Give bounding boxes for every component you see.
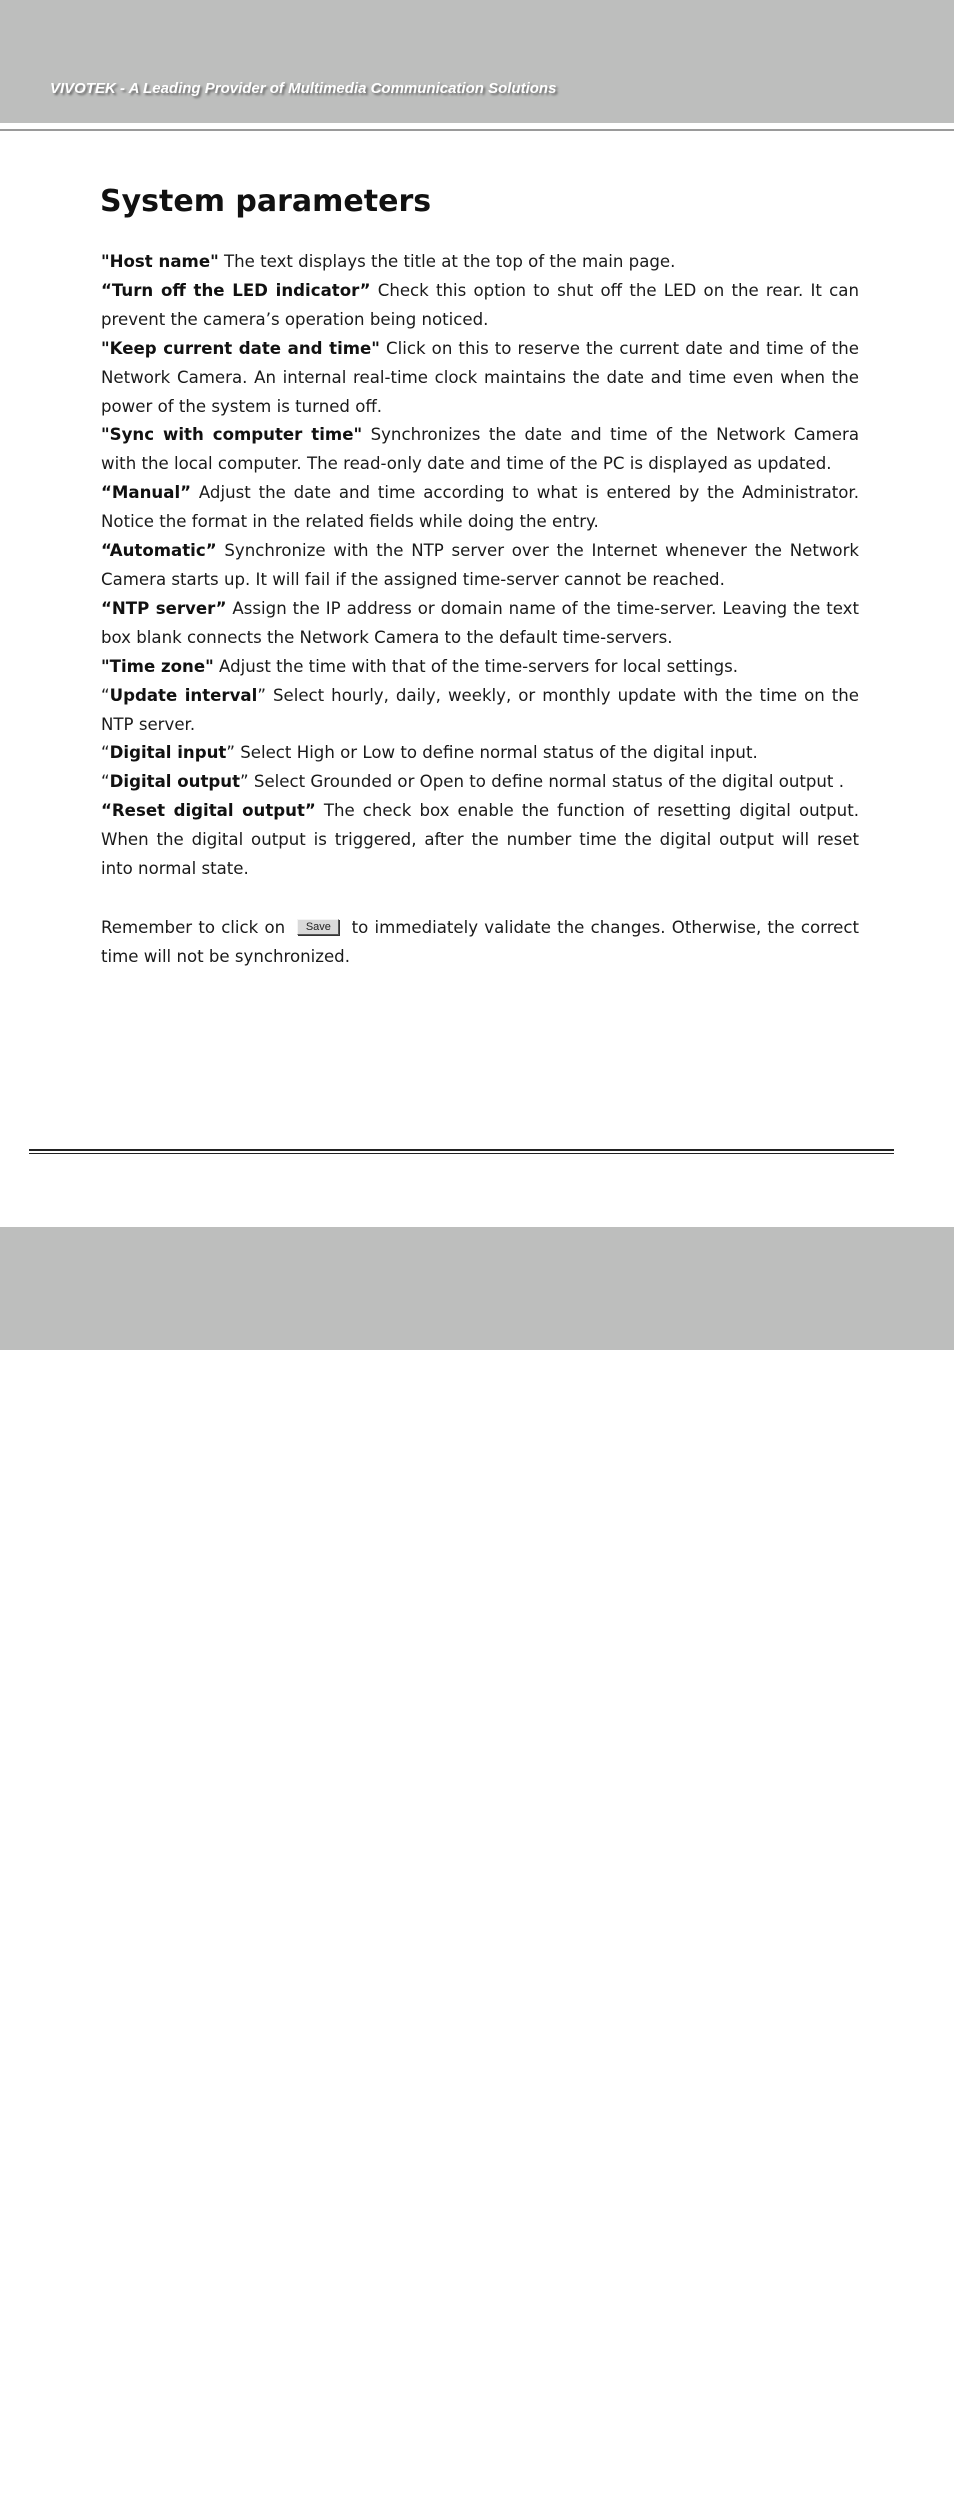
close-quote: ” (240, 772, 249, 792)
footer-divider-thin (29, 1153, 894, 1154)
param-desc: Select hourly, daily, weekly, or monthly update with the time on the NTP server. (101, 685, 859, 734)
param-term: “Manual” (101, 483, 192, 503)
param-desc: Adjust the date and time according to what is entered by the Administrator. Notice the format in the related fields while doing the entry. (101, 483, 859, 532)
close-quote: ” (226, 743, 235, 763)
reminder-before: Remember to click on (101, 917, 286, 937)
param-desc: Assign the IP address or domain name of the time-server. Leaving the text box blank connects the Network Camera to the default time-servers. (101, 598, 859, 647)
header-band (0, 0, 954, 123)
save-reminder (101, 914, 859, 972)
param-desc: Synchronize with the NTP server over the Internet whenever the Network Camera starts up. It will fail if the assigned time-server cannot be reached. (101, 541, 859, 589)
param-term: “NTP server” (101, 598, 227, 618)
page-title: System parameters (100, 184, 432, 219)
reminder-after: to immediately validate the changes. Otherwise, the correct time will not be synchronized. (101, 917, 859, 966)
param-term: "Keep current date and time" (101, 338, 380, 358)
param-term: “Reset digital output” (101, 801, 316, 821)
close-quote: ” (257, 685, 266, 705)
open-quote: “ (101, 772, 110, 792)
param-term: Update interval (109, 685, 258, 705)
param-time-zone (101, 653, 859, 682)
param-desc: The text displays the title at the top of the main page. (224, 252, 676, 271)
param-desc: Synchronizes the date and time of the Network Camera with the local computer. The read-only date and time of the PC is displayed as updated. (101, 425, 860, 474)
open-quote: “ (101, 743, 110, 763)
save-button: Save (297, 919, 339, 935)
param-term: "Host name" (101, 252, 219, 271)
param-term: "Sync with computer time" (101, 425, 363, 445)
param-term: “Turn off the LED indicator” (101, 280, 371, 300)
param-manual (101, 479, 859, 537)
param-desc: The check box enable the function of resetting digital output. When the digital output is triggered, after the number time the digital output will reset into normal state. (101, 801, 859, 879)
param-term: "Time zone" (101, 656, 214, 676)
page-number-label: 25 - User's Manual (52, 2489, 203, 2509)
param-ntp-server (101, 595, 859, 653)
param-desc: Adjust the time with that of the time-servers for local settings. (219, 656, 739, 676)
parameter-descriptions (101, 248, 859, 972)
param-desc: Click on this to reserve the current date and time of the Network Camera. An internal real-time clock maintains the date and time even when the power of the system is turned off. (101, 338, 859, 416)
header-divider (0, 129, 954, 131)
param-desc: Check this option to shut off the LED on the rear. It can prevent the camera’s operation being noticed. (101, 280, 859, 329)
param-automatic (101, 537, 859, 595)
param-desc: Select High or Low to define normal status of the digital input. (240, 743, 758, 763)
param-keep-current-date (101, 335, 859, 422)
open-quote: “ (101, 685, 110, 705)
footer-band (0, 1227, 954, 2509)
footer-divider-thick (29, 1149, 894, 1151)
param-term: Digital input (109, 743, 227, 763)
param-digital-output (101, 768, 859, 797)
paragraph-gap (101, 884, 859, 914)
header-tagline: VIVOTEK - A Leading Provider of Multimedia Communication Solutions (50, 80, 557, 97)
param-host-name (101, 248, 859, 277)
param-reset-digital-output (101, 797, 859, 884)
param-sync-computer-time (101, 421, 859, 479)
param-update-interval (101, 682, 859, 740)
param-desc: Select Grounded or Open to define normal status of the digital output . (253, 772, 844, 792)
param-turn-off-led (101, 277, 859, 335)
param-term: Digital output (109, 772, 241, 792)
param-term: “Automatic” (101, 541, 217, 561)
param-digital-input (101, 739, 859, 768)
